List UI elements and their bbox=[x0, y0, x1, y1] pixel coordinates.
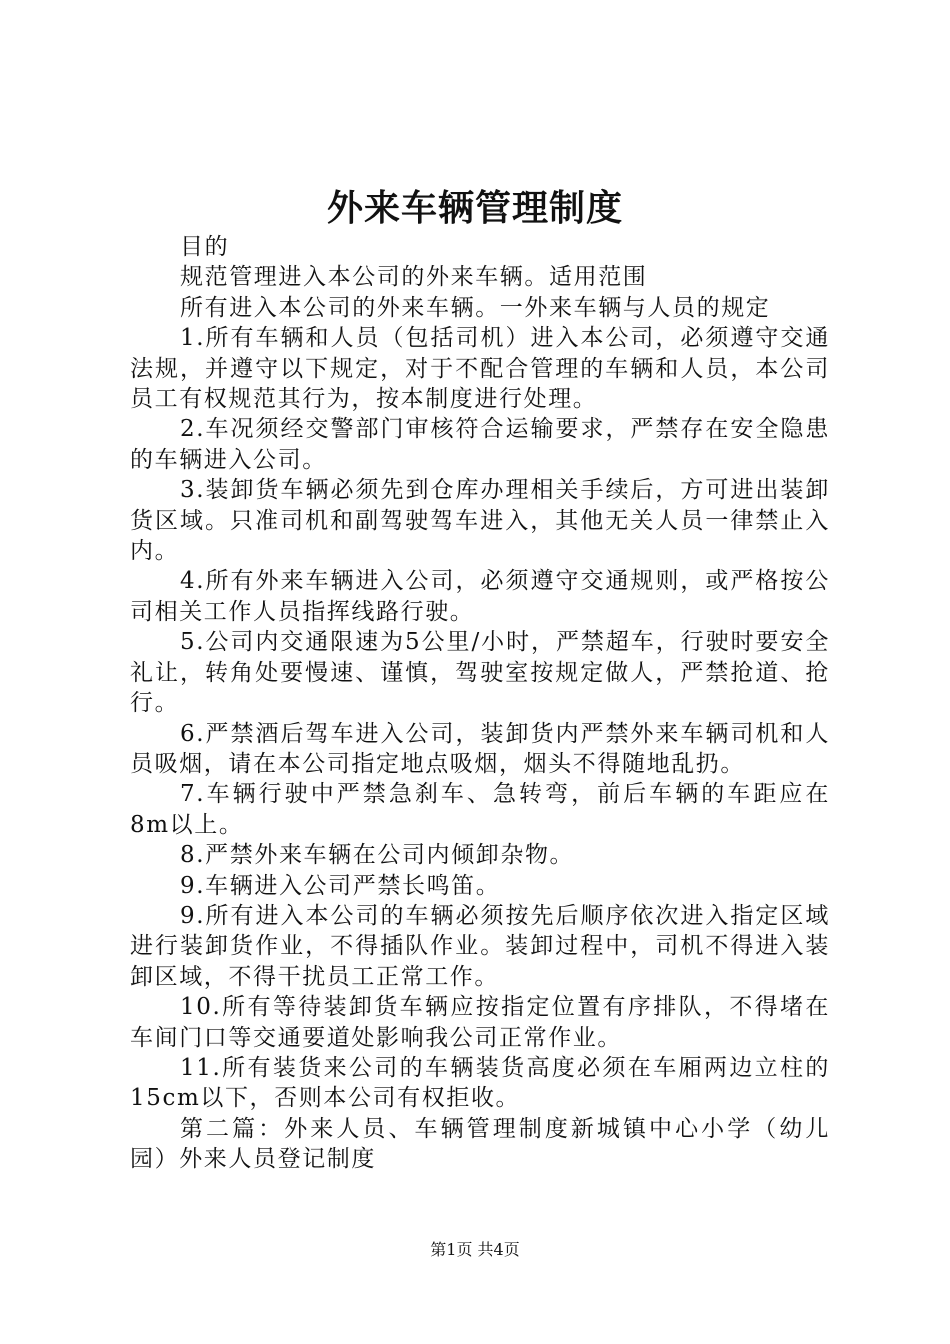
paragraph-rule-6: 6.严禁酒后驾车进入公司，装卸货内严禁外来车辆司机和人员吸烟，请在本公司指定地点吸烟，烟头不得随地乱扔。 bbox=[130, 720, 830, 777]
paragraph-rule-4: 4.所有外来车辆进入公司，必须遵守交通规则，或严格按公司相关工作人员指挥线路行驶。 bbox=[130, 568, 830, 625]
paragraph-rule-5: 5.公司内交通限速为5公里/小时，严禁超车，行驶时要安全礼让，转角处要慢速、谨慎，驾驶室按规定做人，严禁抢道、抢行。 bbox=[130, 629, 830, 717]
paragraph-rule-1: 1.所有车辆和人员（包括司机）进入本公司，必须遵守交通法规，并遵守以下规定，对于不配合管理的车辆和人员，本公司员工有权规范其行为，按本制度进行处理。 bbox=[130, 325, 830, 413]
paragraph-rule-8: 8.严禁外来车辆在公司内倾卸杂物。 bbox=[180, 842, 575, 869]
paragraph-rule-9b: 9.所有进入本公司的车辆必须按先后顺序依次进入指定区域进行装卸货作业，不得插队作业。装卸过程中，司机不得进入装卸区域，不得干扰员工正常工作。 bbox=[130, 902, 830, 990]
page-footer: 第1页 共4页 bbox=[430, 1240, 520, 1259]
paragraph-purpose-heading: 目的 bbox=[180, 234, 230, 260]
paragraph-purpose: 规范管理进入本公司的外来车辆。适用范围 bbox=[180, 264, 648, 291]
paragraph-rule-7: 7.车辆行驶中严禁急刹车、急转弯，前后车辆的车距应在8m以上。 bbox=[130, 781, 830, 838]
paragraph-part-two: 第二篇：外来人员、车辆管理制度新城镇中心小学（幼儿园）外来人员登记制度 bbox=[130, 1115, 830, 1173]
paragraph-rule-11: 11.所有装货来公司的车辆装货高度必须在车厢两边立柱的15cm以下，否则本公司有权拒收。 bbox=[130, 1054, 830, 1112]
paragraph-scope: 所有进入本公司的外来车辆。一外来车辆与人员的规定 bbox=[180, 294, 771, 321]
document-title: 外来车辆管理制度 bbox=[326, 187, 623, 229]
document-body bbox=[130, 232, 830, 1175]
paragraph-rule-3: 3.装卸货车辆必须先到仓库办理相关手续后，方可进出装卸货区域。只准司机和副驾驶驾车进入，其他无关人员一律禁止入内。 bbox=[130, 477, 830, 565]
paragraph-rule-9a: 9.车辆进入公司严禁长鸣笛。 bbox=[180, 872, 501, 899]
paragraph-rule-10: 10.所有等待装卸货车辆应按指定位置有序排队，不得堵在车间门口等交通要道处影响我公司正常作业。 bbox=[130, 994, 830, 1051]
paragraph-rule-2: 2.车况须经交警部门审核符合运输要求，严禁存在安全隐患的车辆进入公司。 bbox=[130, 416, 830, 473]
